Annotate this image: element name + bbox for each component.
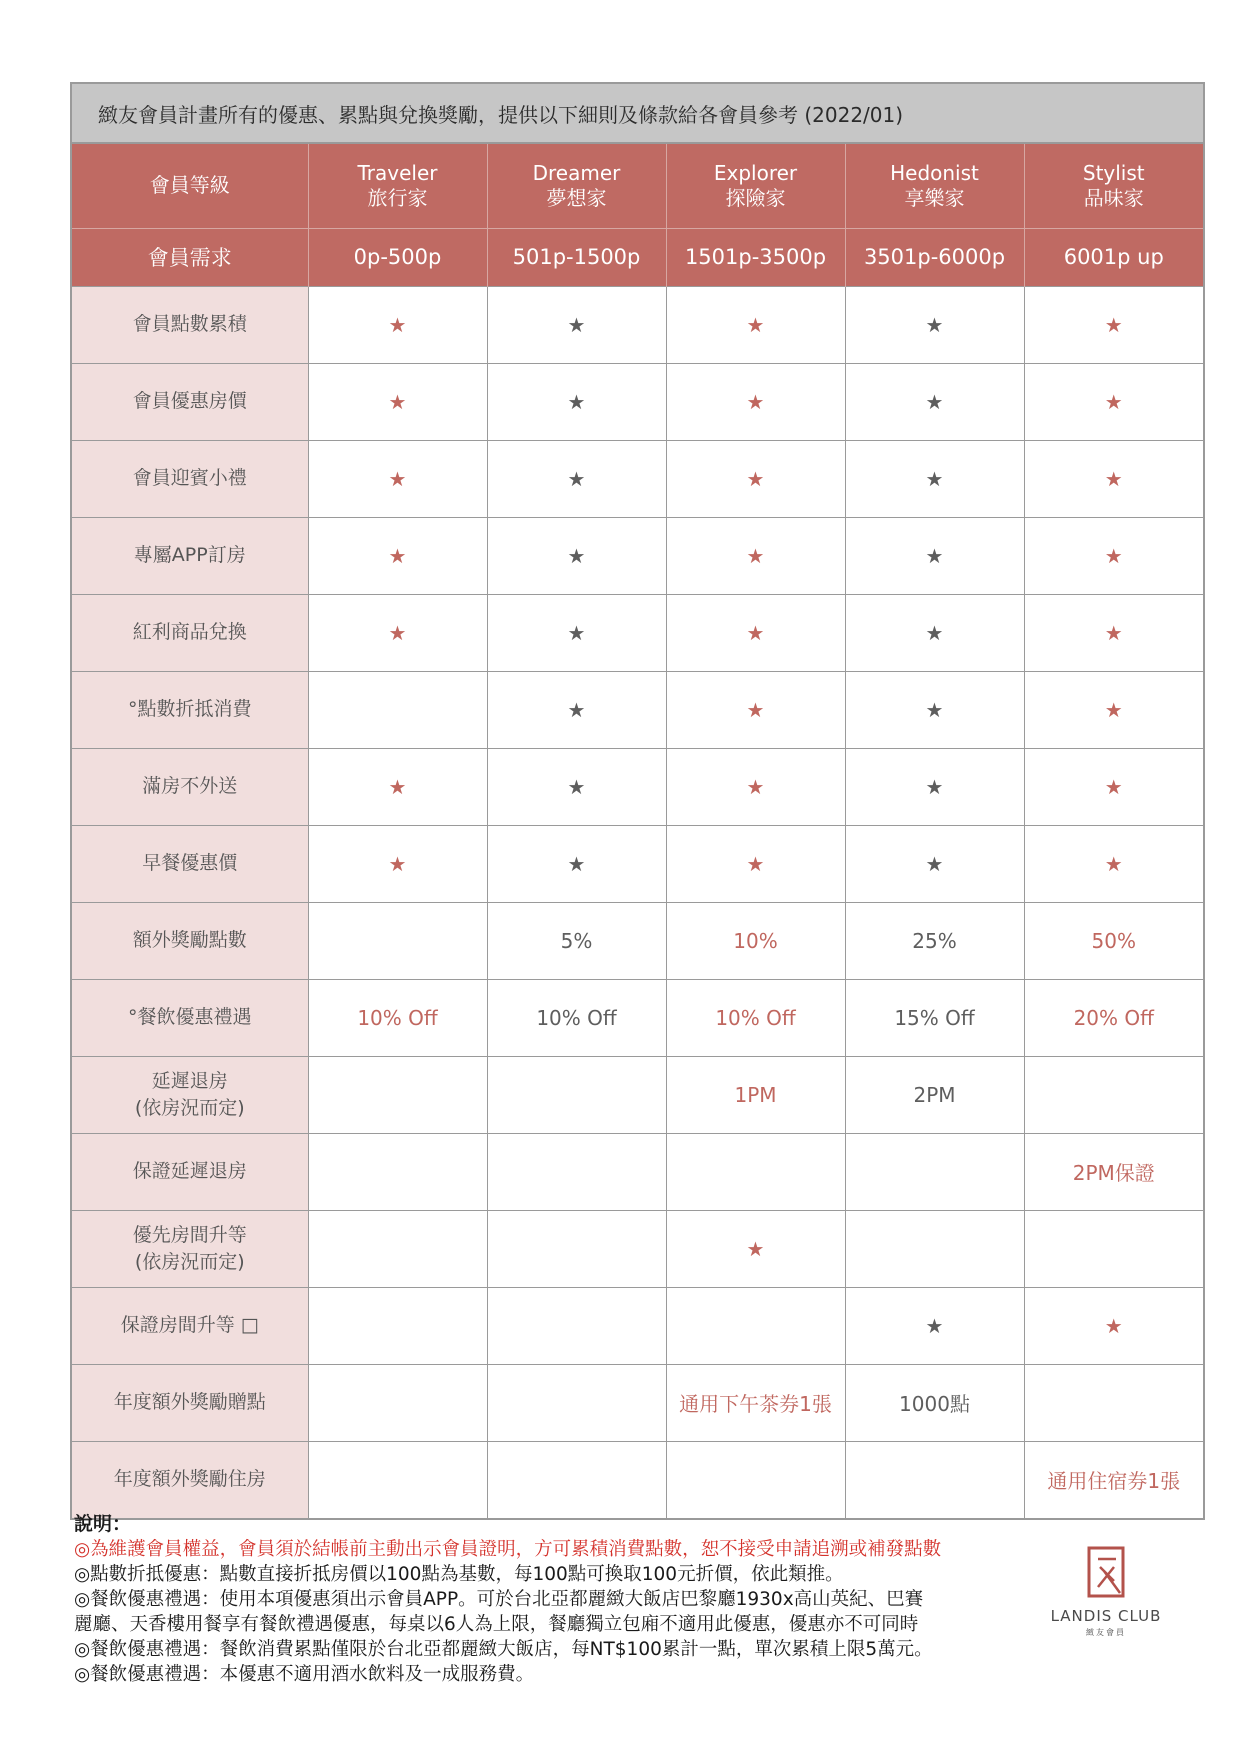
star-icon: ★	[666, 440, 845, 517]
benefit-label	[72, 748, 308, 825]
benefit-label-text: °餐飲優惠禮遇	[127, 1006, 252, 1028]
tier-name-zh: 品味家	[1083, 185, 1144, 210]
benefit-rows	[72, 286, 1203, 1518]
benefit-row	[72, 979, 1203, 1056]
tier-label: 會員等級	[72, 144, 308, 228]
star-icon: ★	[308, 440, 487, 517]
notes-alert: ◎為維護會員權益，會員須於結帳前主動出示會員證明，方可累積消費點數，恕不接受申請追溯或補發點數	[74, 1539, 942, 1560]
benefit-row	[72, 440, 1203, 517]
benefit-value: 25%	[845, 902, 1024, 979]
benefit-value: 1PM	[666, 1056, 845, 1133]
star-icon: ★	[666, 671, 845, 748]
benefit-label	[72, 363, 308, 440]
benefit-value: 通用住宿券1張	[1024, 1441, 1203, 1518]
benefit-row	[72, 1056, 1203, 1133]
benefit-value	[487, 1056, 666, 1133]
benefit-value: 5%	[487, 902, 666, 979]
tier-dreamer	[487, 144, 666, 228]
landis-club-logo	[1042, 1545, 1170, 1638]
star-icon: ★	[666, 825, 845, 902]
benefit-label	[72, 1210, 308, 1287]
requirement-value: 6001p up	[1024, 228, 1203, 286]
star-icon: ★	[308, 363, 487, 440]
star-icon: ★	[487, 594, 666, 671]
benefit-row	[72, 748, 1203, 825]
benefit-row	[72, 517, 1203, 594]
star-icon: ★	[666, 748, 845, 825]
benefit-label-text: 早餐優惠價	[142, 852, 238, 874]
star-icon: ★	[1024, 363, 1203, 440]
star-icon: ★	[308, 825, 487, 902]
benefit-label-text: 紅利商品兌換	[132, 621, 247, 643]
star-icon: ★	[487, 671, 666, 748]
benefit-row	[72, 825, 1203, 902]
benefit-label	[72, 1441, 308, 1518]
star-icon: ★	[1024, 286, 1203, 363]
benefit-row	[72, 1364, 1203, 1441]
notes-line: ◎點數折抵優惠：點數直接折抵房價以100點為基數，每100點可換取100元折價，依此類推。	[74, 1564, 844, 1585]
benefit-row	[72, 1441, 1203, 1518]
benefits-table	[72, 144, 1203, 1518]
benefit-row	[72, 286, 1203, 363]
benefit-row	[72, 1133, 1203, 1210]
benefit-value	[487, 1133, 666, 1210]
star-icon: ★	[845, 671, 1024, 748]
landis-logo-icon	[1086, 1545, 1126, 1599]
benefit-label	[72, 517, 308, 594]
tier-name-en: Hedonist	[890, 160, 979, 185]
benefit-value: 50%	[1024, 902, 1203, 979]
notes-section	[74, 1512, 1074, 1687]
benefit-value: 15% Off	[845, 979, 1024, 1056]
star-icon: ★	[1024, 1287, 1203, 1364]
notes-line: ◎餐飲優惠禮遇：本優惠不適用酒水飲料及一成服務費。	[74, 1664, 535, 1685]
tier-name-zh: 探險家	[725, 185, 786, 210]
benefit-value	[845, 1441, 1024, 1518]
benefit-value	[487, 1210, 666, 1287]
tier-name-en: Dreamer	[532, 160, 621, 185]
benefit-row	[72, 902, 1203, 979]
benefits-sheet	[70, 82, 1205, 1520]
tier-name-en: Stylist	[1082, 160, 1145, 185]
star-icon: ★	[666, 1210, 845, 1287]
benefit-label	[72, 1133, 308, 1210]
star-icon: ★	[487, 286, 666, 363]
benefit-label	[72, 440, 308, 517]
benefit-value	[308, 1287, 487, 1364]
benefit-label-text: 專屬APP訂房	[133, 544, 246, 566]
star-icon: ★	[487, 440, 666, 517]
star-icon: ★	[487, 748, 666, 825]
star-icon: ★	[308, 286, 487, 363]
benefit-label-text: 保證房間升等 □	[120, 1314, 259, 1336]
benefit-value	[308, 671, 487, 748]
benefit-label-text: 會員點數累積	[132, 313, 247, 335]
star-icon: ★	[1024, 517, 1203, 594]
benefit-value	[845, 1210, 1024, 1287]
benefit-value	[308, 1364, 487, 1441]
benefit-value	[1024, 1210, 1203, 1287]
tier-header-row	[72, 144, 1203, 228]
benefit-row	[72, 363, 1203, 440]
benefit-label	[72, 671, 308, 748]
benefit-value: 通用下午茶券1張	[666, 1364, 845, 1441]
star-icon: ★	[666, 286, 845, 363]
star-icon: ★	[666, 517, 845, 594]
benefit-label-text: 年度額外獎勵住房	[113, 1468, 266, 1491]
star-icon: ★	[845, 594, 1024, 671]
tier-explorer	[666, 144, 845, 228]
benefit-label	[72, 1287, 308, 1364]
benefit-label	[72, 825, 308, 902]
tier-name-en: Traveler	[357, 160, 438, 185]
star-icon: ★	[1024, 825, 1203, 902]
star-icon: ★	[1024, 748, 1203, 825]
star-icon: ★	[487, 363, 666, 440]
benefit-label	[72, 902, 308, 979]
star-icon: ★	[845, 1287, 1024, 1364]
star-icon: ★	[666, 594, 845, 671]
benefit-value	[487, 1287, 666, 1364]
benefit-label	[72, 1364, 308, 1441]
star-icon: ★	[845, 748, 1024, 825]
benefit-value: 10% Off	[666, 979, 845, 1056]
banner-title: 緻友會員計畫所有的優惠、累點與兌換獎勵，提供以下細則及條款給各會員參考 (2022/01)	[72, 84, 1203, 144]
benefit-value: 2PM保證	[1024, 1133, 1203, 1210]
benefit-value	[487, 1364, 666, 1441]
tier-name-zh: 享樂家	[904, 185, 965, 210]
benefit-label-text: 年度額外獎勵贈點	[113, 1391, 266, 1413]
benefit-row	[72, 1287, 1203, 1364]
benefit-label	[72, 286, 308, 363]
notes-line: ◎餐飲優惠禮遇：使用本項優惠須出示會員APP。可於台北亞都麗緻大飯店巴黎廳1930x高山英紀、巴賽	[74, 1589, 924, 1610]
star-icon: ★	[487, 517, 666, 594]
notes-line: 麗廳、天香樓用餐享有餐飲禮遇優惠，每桌以6人為上限，餐廳獨立包廂不適用此優惠，優惠亦不可同時	[74, 1614, 919, 1635]
tier-name-en: Explorer	[713, 160, 798, 185]
benefit-row	[72, 1210, 1203, 1287]
benefit-value	[1024, 1364, 1203, 1441]
notes-title: 說明：	[74, 1513, 132, 1535]
star-icon: ★	[666, 363, 845, 440]
requirement-value: 3501p-6000p	[845, 228, 1024, 286]
tier-name-zh: 夢想家	[546, 185, 607, 210]
benefit-value: 20% Off	[1024, 979, 1203, 1056]
benefit-value: 10% Off	[487, 979, 666, 1056]
star-icon: ★	[1024, 594, 1203, 671]
benefit-label-text: 滿房不外送	[142, 775, 238, 797]
requirement-row	[72, 228, 1203, 286]
benefit-label-text: 保證延遲退房	[132, 1160, 247, 1182]
tier-stylist	[1024, 144, 1203, 228]
star-icon: ★	[487, 825, 666, 902]
benefit-label	[72, 594, 308, 671]
star-icon: ★	[308, 594, 487, 671]
benefit-value: 1000點	[845, 1364, 1024, 1441]
requirement-value: 1501p-3500p	[666, 228, 845, 286]
benefit-value	[308, 1056, 487, 1133]
benefit-label-text: 延遲退房	[151, 1069, 228, 1092]
benefit-value	[308, 1441, 487, 1518]
star-icon: ★	[845, 363, 1024, 440]
requirement-value: 501p-1500p	[487, 228, 666, 286]
benefit-label	[72, 1056, 308, 1133]
star-icon: ★	[1024, 440, 1203, 517]
notes-line: ◎餐飲優惠禮遇：餐飲消費累點僅限於台北亞都麗緻大飯店，每NT$100累計一點，單次累積上限5萬元。	[74, 1639, 933, 1660]
star-icon: ★	[845, 286, 1024, 363]
star-icon: ★	[308, 748, 487, 825]
benefit-value	[308, 902, 487, 979]
benefit-row	[72, 671, 1203, 748]
benefit-value: 10%	[666, 902, 845, 979]
benefit-label	[72, 979, 308, 1056]
star-icon: ★	[845, 517, 1024, 594]
requirement-label: 會員需求	[72, 228, 308, 286]
star-icon: ★	[308, 517, 487, 594]
benefit-value	[308, 1210, 487, 1287]
benefit-value	[666, 1287, 845, 1364]
benefit-label-text: °點數折抵消費	[127, 698, 252, 720]
tier-hedonist	[845, 144, 1024, 228]
logo-brand: LANDIS CLUB	[1050, 1607, 1162, 1625]
benefit-value	[666, 1133, 845, 1210]
tier-name-zh: 旅行家	[367, 185, 428, 210]
benefit-label-note: (依房況而定)	[134, 1096, 245, 1119]
benefit-value: 2PM	[845, 1056, 1024, 1133]
star-icon: ★	[845, 825, 1024, 902]
logo-sub: 緻友會員	[1086, 1628, 1126, 1637]
benefit-label-text: 會員優惠房價	[132, 390, 247, 412]
benefit-label-text: 額外獎勵點數	[132, 929, 247, 951]
star-icon: ★	[1024, 671, 1203, 748]
star-icon: ★	[845, 440, 1024, 517]
benefit-label-text: 優先房間升等	[132, 1223, 247, 1246]
benefit-value	[666, 1441, 845, 1518]
benefit-value	[845, 1133, 1024, 1210]
benefit-value	[487, 1441, 666, 1518]
benefit-label-note: (依房況而定)	[134, 1250, 245, 1273]
requirement-value: 0p-500p	[308, 228, 487, 286]
benefit-row	[72, 594, 1203, 671]
benefit-value	[1024, 1056, 1203, 1133]
benefit-value: 10% Off	[308, 979, 487, 1056]
tier-traveler	[308, 144, 487, 228]
benefit-value	[308, 1133, 487, 1210]
benefit-label-text: 會員迎賓小禮	[132, 467, 247, 489]
